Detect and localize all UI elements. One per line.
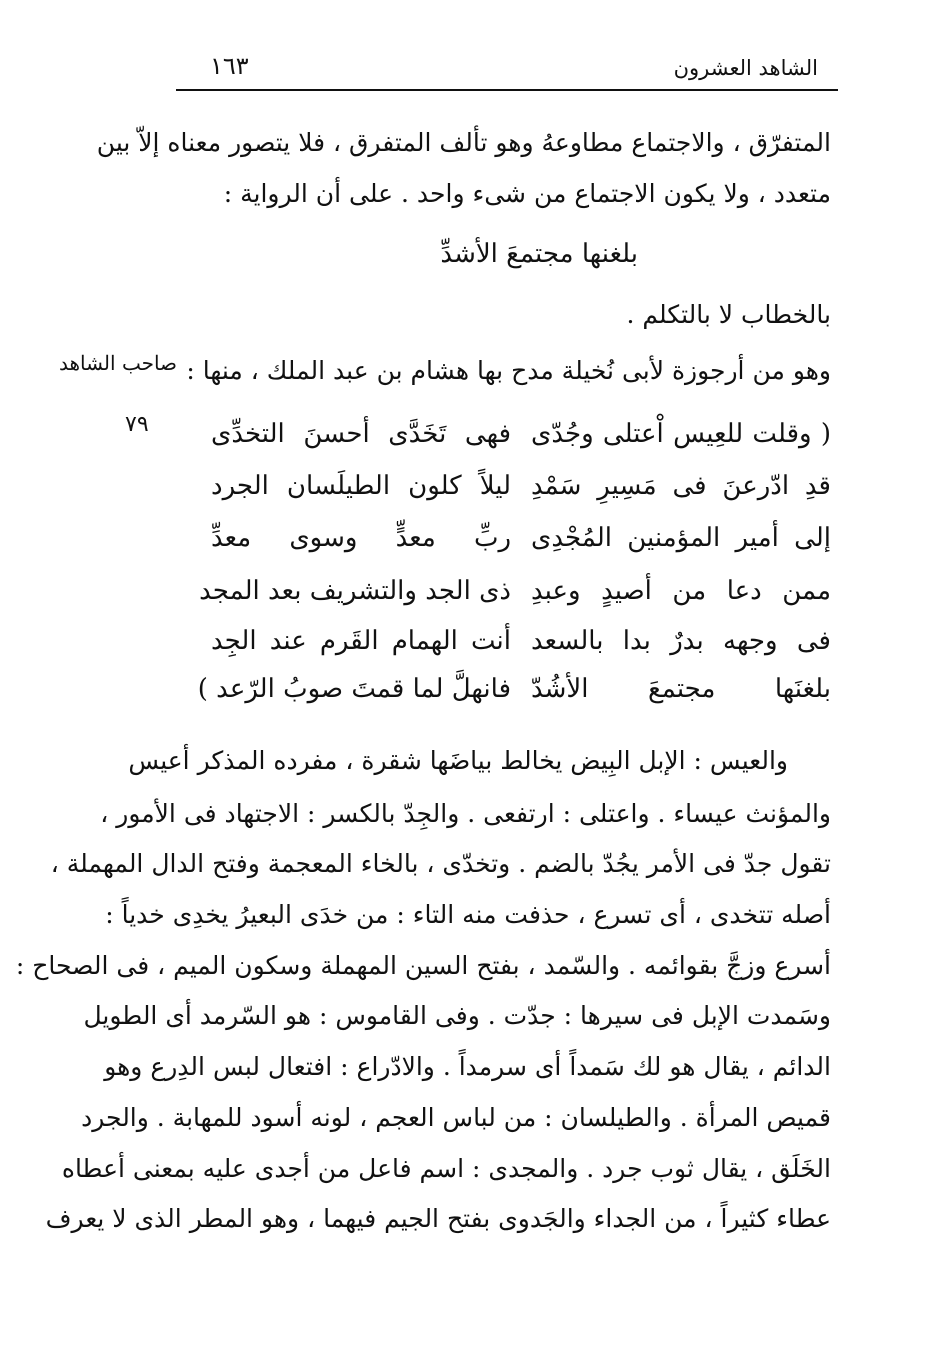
verse-second-hemistich: فهى تَخَدَّى أحسنَ التخدِّى [211, 419, 511, 449]
intro-line: المتفرّق ، والاجتماع مطاوعهُ وهو تألف المتفرق ، فلا يتصور معناه إلاّ بين [96, 128, 831, 157]
verse-first-hemistich: ( وقلت للعِيس اْعتلى وجُدّى [531, 419, 831, 449]
commentary-line: الدائم ، يقال هو لك سَمداً أى سرمداً . والادّراع : افتعال لبس الدِرع وهو [104, 1052, 831, 1081]
margin-note: صاحب الشاهد [58, 351, 178, 375]
commentary-line: قميص المرأة . والطيلسان : من لباس العجم ، لونه أسود للمهابة . والجرد [81, 1103, 831, 1132]
commentary-line: والعيس : الإبل البِيض يخالط بياضَها شقرة ، مفرده المذكر أعيس [128, 746, 788, 775]
verse-first-hemistich: ممن دعا من أصيدٍ وعبدِ [531, 576, 831, 606]
header-rule [176, 89, 838, 91]
commentary-line: وسَمدت الإبل فى سيرها : جدّت . وفى القاموس : هو السّرمد أى الطويل [83, 1001, 831, 1030]
verse-second-hemistich: ذى الجد والتشريف بعد المجد [199, 576, 511, 606]
commentary-line: أصله تتخدى ، أى تسرع ، حذفت منه التاء : من خدَى البعيرُ يخدِى خدياً : [105, 900, 831, 929]
verse-line [211, 465, 831, 507]
intro-line: بالخطاب لا بالتكلم . [626, 300, 831, 329]
verse-line [211, 517, 831, 559]
verse-line [211, 620, 831, 662]
verse-first-hemistich: إلى أمير المؤمنين المُجْدِى [531, 523, 831, 553]
intro-line: متعدد ، ولا يكون الاجتماع من شىء واحد . على أن الرواية : [223, 179, 831, 208]
verse-first-hemistich: بلغنَها مجتمعَ الأشُدّ [531, 674, 831, 704]
commentary-line: الخَلَق ، يقال ثوب جرد . والمجدى : اسم فاعل من أجدى عليه بمعنى أعطاه [61, 1154, 831, 1183]
verse-line [211, 413, 831, 455]
verse-second-hemistich: ربِّ معدٍّ وسوى معدِّ [211, 523, 511, 553]
verse-second-hemistich: ليلاً كلون الطيلَسان الجرد [211, 471, 511, 501]
commentary-line: عطاء كثيراً ، من الجداء والجَدوى بفتح الجيم فيهما ، وهو المطر الذى لا يعرف [45, 1204, 831, 1233]
verse-first-hemistich: قدِ ادّرعنَ فى مَسِيرِ سَمْدِ [531, 471, 831, 501]
commentary-line: تقول جدّ فى الأمر يجُدّ بالضم . وتخدّى ، بالخاء المعجمة وفتح الدال المهملة ، [50, 849, 831, 878]
intro-line: وهو من أرجوزة لأبى نُخيلة مدح بها هشام بن عبد الملك ، منها : [186, 356, 831, 385]
page-number: ١٦٣ [210, 52, 249, 80]
margin-number: ٧٩ [125, 412, 149, 437]
verse-line [199, 570, 831, 612]
verse-second-hemistich: أنت الهمام القَرم عند الجِد [211, 626, 511, 656]
commentary-line: والمؤنث عيساء . واعتلى : ارتفعى . والجِدّ بالكسر : الاجتهاد فى الأمور ، [100, 799, 831, 828]
running-title: الشاهد العشرون [673, 56, 818, 80]
verse-second-hemistich: فانهلَّ لما قمتَ صوبُ الرّعد ) [197, 674, 511, 704]
verse-line [197, 668, 831, 710]
commentary-line: أسرع وزجَّ بقوائمه . والسّمد ، بفتح السين المهملة وسكون الميم ، فى الصحاح : [15, 951, 831, 980]
quoted-hemistich: بلغنها مجتمعَ الأشدِّ [440, 239, 638, 269]
verse-first-hemistich: فى وجهه بدرٌ بدا بالسعد [531, 626, 831, 656]
